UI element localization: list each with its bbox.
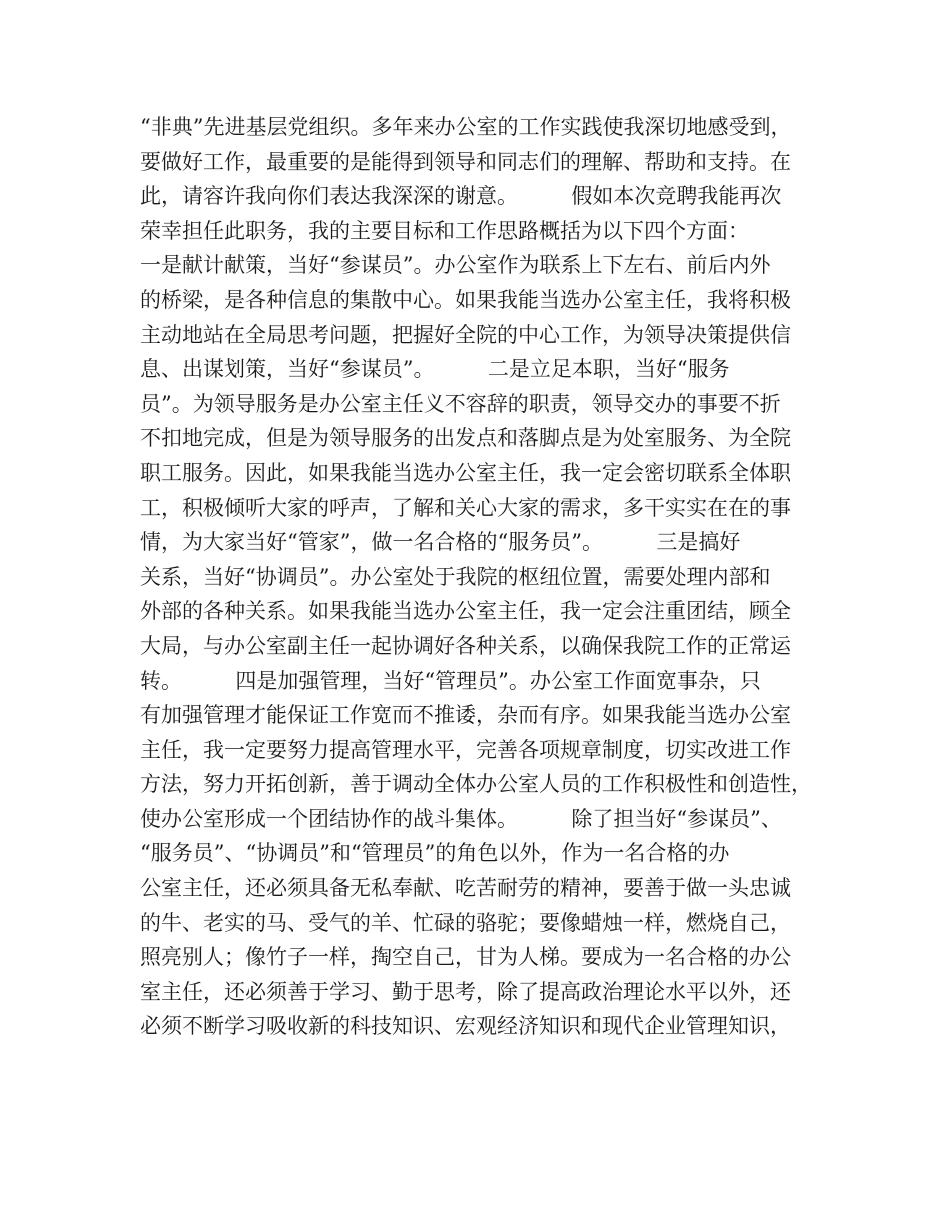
text-line: 公室主任，还必须具备无私奉献、吃苦耐劳的精神，要善于做一头忠诚 xyxy=(140,876,791,901)
text-line: 的桥梁，是各种信息的集散中心。如果我能当选办公室主任，我将积极 xyxy=(140,287,791,312)
text-line: 必须不断学习吸收新的科技知识、宏观经济知识和现代企业管理知识， xyxy=(140,1014,791,1039)
text-line: 不扣地完成，但是为领导服务的出发点和落脚点是为处室服务、为全院 xyxy=(140,426,791,451)
body-text xyxy=(140,110,840,1044)
text-line: 主动地站在全局思考问题，把握好全院的中心工作，为领导决策提供信 xyxy=(140,322,791,347)
text-line: “服务员”、“协调员”和“管理员”的角色以外，作为一名合格的办 xyxy=(140,841,730,866)
text-line: 外部的各种关系。如果我能当选办公室主任，我一定会注重团结，顾全 xyxy=(140,599,791,624)
text-line: 关系，当好“协调员”。办公室处于我院的枢纽位置，需要处理内部和 xyxy=(140,564,771,589)
text-line: 员”。为领导服务是办公室主任义不容辞的职责，领导交办的事要不折 xyxy=(140,391,781,416)
text-line: 转。 四是加强管理，当好“管理员”。办公室工作面宽事杂，只 xyxy=(140,668,761,693)
text-line: 的牛、老实的马、受气的羊、忙碌的骆驼；要像蜡烛一样，燃烧自己， xyxy=(140,910,791,935)
text-line: 息、出谋划策，当好“参谋员”。 二是立足本职，当好“服务 xyxy=(140,357,730,382)
text-line: 有加强管理才能保证工作宽而不推诿，杂而有序。如果我能当选办公室 xyxy=(140,703,791,728)
text-line: 情，为大家当好“管家”，做一名合格的“服务员”。 三是搞好 xyxy=(140,530,741,555)
text-line: 室主任，还必须善于学习、勤于思考，除了提高政治理论水平以外，还 xyxy=(140,979,791,1004)
text-line: 主任，我一定要努力提高管理水平，完善各项规章制度，切实改进工作 xyxy=(140,737,791,762)
text-line: 一是献计献策，当好“参谋员”。办公室作为联系上下左右、前后内外 xyxy=(140,253,771,278)
text-line: “非典”先进基层党组织。多年来办公室的工作实践使我深切地感受到， xyxy=(140,115,792,139)
text-line: 此，请容许我向你们表达我深深的谢意。 假如本次竞聘我能再次 xyxy=(140,184,782,209)
text-line: 方法，努力开拓创新，善于调动全体办公室人员的工作积极性和创造性， xyxy=(140,772,812,797)
text-line: 大局，与办公室副主任一起协调好各种关系，以确保我院工作的正常运 xyxy=(140,633,791,658)
text-line: 职工服务。因此，如果我能当选办公室主任，我一定会密切联系全体职 xyxy=(140,460,791,485)
text-line: 要做好工作，最重要的是能得到领导和同志们的理解、帮助和支持。在 xyxy=(140,149,791,174)
text-line: 荣幸担任此职务，我的主要目标和工作思路概括为以下四个方面： xyxy=(140,218,749,243)
text-line: 照亮别人；像竹子一样，掏空自己，甘为人梯。要成为一名合格的办公 xyxy=(140,945,791,970)
text-line: 工，积极倾听大家的呼声，了解和关心大家的需求，多干实实在在的事 xyxy=(140,495,791,520)
text-line: 使办公室形成一个团结协作的战斗集体。 除了担当好“参谋员”、 xyxy=(140,806,782,831)
